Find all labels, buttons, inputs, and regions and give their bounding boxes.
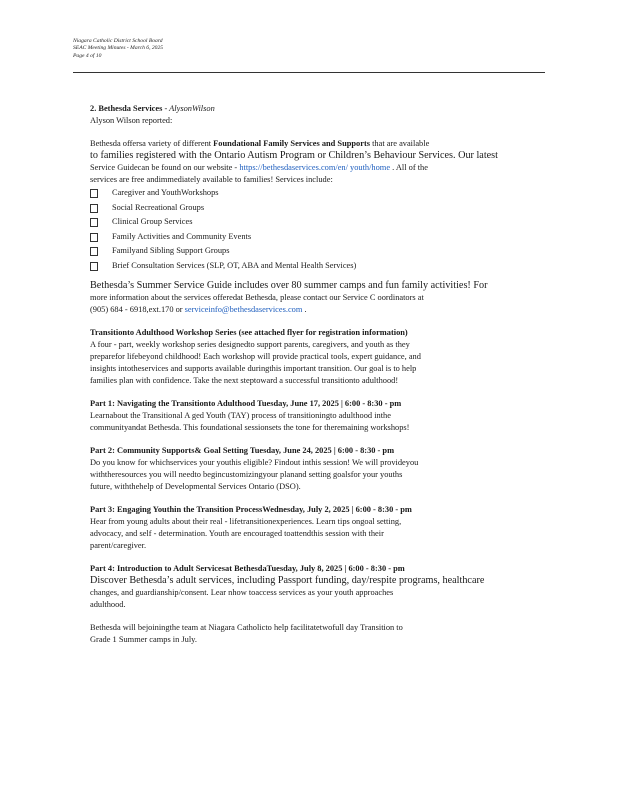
contact-line-2: (905) 684 - 6918,ext.170 or serviceinfo@bethesdaservices.com . <box>90 305 307 314</box>
part3-heading: Part 3: Engaging Youthin the Transition ProcessWednesday, July 2, 2025 | 6:00 - 8:30 - pm <box>90 505 412 514</box>
workshop-text: insights intotheservices and supports available duringthis important transition. Our goal is to help <box>90 364 417 373</box>
checkbox-bullet-icon <box>90 189 98 198</box>
part2-text: withtheresources you will needto begincustomizingyour planand setting goalsfor your youths <box>90 470 403 479</box>
list-item: Clinical Group Services <box>90 215 536 230</box>
intro-line <box>90 138 536 150</box>
guide-line <box>90 162 536 174</box>
guide-line-2: services are free andimmediately available to families! Services include: <box>90 175 333 184</box>
checkbox-bullet-icon <box>90 204 98 213</box>
intro-text: Bethesda offersa variety of different <box>90 139 214 148</box>
checkbox-bullet-icon <box>90 233 98 242</box>
summer-guide-line: Bethesda’s Summer Service Guide includes over 80 summer camps and fun family activities! For <box>90 280 488 291</box>
part4-text: adulthood. <box>90 600 126 609</box>
closing-text: Bethesda will bejoiningthe team at Niagara Catholicto help facilitatetwofull day Transition to <box>90 623 403 632</box>
intro-line-2: to families registered with the Ontario Autism Program or Children’s Behaviour Services. Our latest <box>90 150 498 161</box>
part1-text: Learnabout the Transitional A ged Youth (TAY) process of transitioningto adulthood inthe <box>90 411 391 420</box>
part3-text: parent/caregiver. <box>90 541 147 550</box>
closing-text: Grade 1 Summer camps in July. <box>90 635 197 644</box>
part3-text: Hear from young adults about their real - lifetransitionexperiences. Learn tips ongoal setting, <box>90 517 402 526</box>
intro-text-end: that are available <box>370 139 430 148</box>
section-title <box>90 103 536 115</box>
part4-heading: Part 4: Introduction to Adult Servicesat BethesdaTuesday, July 8, 2025 | 6:00 - 8:30 - pm <box>90 564 405 573</box>
guide-link[interactable]: https://bethesdaservices.com/en/ youth/home <box>239 163 391 172</box>
part2-text: Do you know for whichservices your youthis eligible? Findout inthis session! We will provideyou <box>90 458 419 467</box>
checkbox-bullet-icon <box>90 247 98 256</box>
part2-text: future, withthehelp of Developmental Services Ontario (DSO). <box>90 482 301 491</box>
contact-line: more information about the services offeredat Bethesda, please contact our Service C oordinators at <box>90 293 424 302</box>
list-item: Caregiver and YouthWorkshops <box>90 186 536 201</box>
workshop-text: families plan with confidence. Take the next steptoward a successful transitionto adulthood! <box>90 376 399 385</box>
header-page-number: Page 4 of 10 <box>73 52 102 59</box>
workshop-text: preparefor lifebeyond childhood! Each workshop will provide practical tools, expert guidance, and <box>90 352 421 361</box>
part2-heading: Part 2: Community Supports& Goal Setting Tuesday, June 24, 2025 | 6:00 - 8:30 - pm <box>90 446 395 455</box>
contact-email-link[interactable]: serviceinfo@bethesdaservices.com <box>184 305 303 314</box>
workshop-text: A four - part, weekly workshop series designedto support parents, caregivers, and youth as they <box>90 340 410 349</box>
part1-text: communityandat Bethesda. This foundational sessionsets the tone for theremaining workshops! <box>90 423 410 432</box>
list-item: Familyand Sibling Support Groups <box>90 244 536 259</box>
section-heading: 2. Bethesda Services <box>90 104 163 113</box>
part4-intro: Discover Bethesda’s adult services, including Passport funding, day/respite programs, healthcare <box>90 575 485 586</box>
header-org: Niagara Catholic District School Board <box>73 38 163 44</box>
list-item: Brief Consultation Services (SLP, OT, ABA and Mental Health Services) <box>90 259 536 274</box>
checkbox-bullet-icon <box>90 218 98 227</box>
section-presenter: - AlysonWilson <box>164 104 215 113</box>
intro-bold: Foundational Family Services and Supports <box>213 139 370 148</box>
guide-text: Service Guidecan be found on our website - <box>90 163 240 172</box>
list-item: Social Recreational Groups <box>90 201 536 216</box>
part4-text: changes, and guardianship/consent. Lear nhow toaccess services as your youth approaches <box>90 588 394 597</box>
reported-line: Alyson Wilson reported: <box>90 116 173 125</box>
guide-text-end: . All of the <box>390 163 428 172</box>
workshop-heading: Transitionto Adulthood Workshop Series (see attached flyer for registration information) <box>90 328 408 337</box>
services-list <box>90 186 536 273</box>
part1-heading: Part 1: Navigating the Transitionto Adulthood Tuesday, June 17, 2025 | 6:00 - 8:30 - pm <box>90 399 402 408</box>
part3-text: advocacy, and self - determination. Youth are encouraged toattendthis session with their <box>90 529 384 538</box>
document-body <box>90 103 536 646</box>
header-divider <box>73 72 545 73</box>
page-header <box>73 38 163 60</box>
list-item: Family Activities and Community Events <box>90 230 536 245</box>
checkbox-bullet-icon <box>90 262 98 271</box>
header-meeting: SEAC Meeting Minutes - March 6, 2025 <box>73 45 164 52</box>
